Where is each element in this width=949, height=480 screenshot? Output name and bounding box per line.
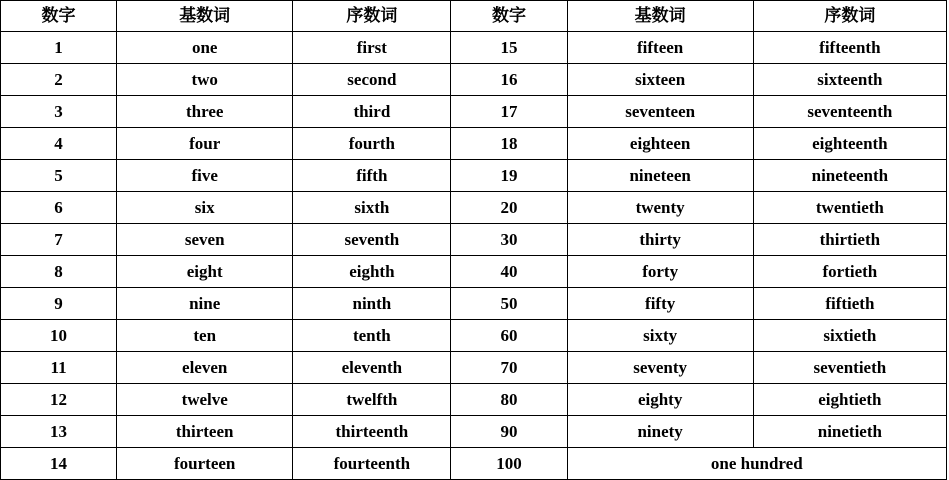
cell-number-1: 10 [1, 320, 117, 352]
table-header [1, 1, 947, 32]
cell-cardinal-2: twenty [567, 192, 753, 224]
cell-number-1: 8 [1, 256, 117, 288]
cell-cardinal-2: seventeen [567, 96, 753, 128]
cell-cardinal-1: ten [117, 320, 293, 352]
cell-number-1: 1 [1, 32, 117, 64]
cell-number-2: 20 [451, 192, 567, 224]
table-row [1, 384, 947, 416]
cell-ordinal-1: fourth [293, 128, 451, 160]
cell-ordinal-2: fortieth [753, 256, 946, 288]
table-row [1, 64, 947, 96]
cell-number-2: 18 [451, 128, 567, 160]
table-row [1, 96, 947, 128]
cell-cardinal-2: forty [567, 256, 753, 288]
cell-ordinal-1: eleventh [293, 352, 451, 384]
cell-cardinal-2: eighteen [567, 128, 753, 160]
table-row [1, 448, 947, 480]
cell-ordinal-1: ninth [293, 288, 451, 320]
cell-ordinal-1: tenth [293, 320, 451, 352]
cell-ordinal-1: sixth [293, 192, 451, 224]
cell-ordinal-2: sixtieth [753, 320, 946, 352]
column-header-ordinal-1: 序数词 [293, 1, 451, 32]
cell-ordinal-2: twentieth [753, 192, 946, 224]
cell-ordinal-2: fifteenth [753, 32, 946, 64]
cell-cardinal-1: seven [117, 224, 293, 256]
cell-number-2: 80 [451, 384, 567, 416]
cell-cardinal-2: thirty [567, 224, 753, 256]
cell-cardinal-1: six [117, 192, 293, 224]
table-row [1, 224, 947, 256]
table-header-row [1, 1, 947, 32]
table-row [1, 32, 947, 64]
cell-number-2: 16 [451, 64, 567, 96]
cell-ordinal-1: thirteenth [293, 416, 451, 448]
table-row [1, 160, 947, 192]
cell-number-2: 70 [451, 352, 567, 384]
table-row [1, 288, 947, 320]
column-header-cardinal-1: 基数词 [117, 1, 293, 32]
cell-cardinal-1: thirteen [117, 416, 293, 448]
cell-number-1: 4 [1, 128, 117, 160]
column-header-number-2: 数字 [451, 1, 567, 32]
cell-cardinal-1: twelve [117, 384, 293, 416]
cell-cardinal-2: sixty [567, 320, 753, 352]
cell-ordinal-2: nineteenth [753, 160, 946, 192]
cell-number-2: 90 [451, 416, 567, 448]
cell-ordinal-1: seventh [293, 224, 451, 256]
cell-ordinal-1: twelfth [293, 384, 451, 416]
cell-ordinal-1: second [293, 64, 451, 96]
cell-cardinal-2: one hundred [567, 448, 946, 480]
cell-number-2: 50 [451, 288, 567, 320]
cell-number-1: 11 [1, 352, 117, 384]
cell-number-1: 13 [1, 416, 117, 448]
table-row [1, 320, 947, 352]
table-row [1, 352, 947, 384]
cell-cardinal-2: eighty [567, 384, 753, 416]
cell-cardinal-1: eight [117, 256, 293, 288]
cell-ordinal-2: ninetieth [753, 416, 946, 448]
cell-cardinal-2: fifty [567, 288, 753, 320]
cell-ordinal-1: third [293, 96, 451, 128]
cell-ordinal-2: eighteenth [753, 128, 946, 160]
cell-number-2: 19 [451, 160, 567, 192]
cell-number-1: 7 [1, 224, 117, 256]
cell-cardinal-2: fifteen [567, 32, 753, 64]
cell-ordinal-2: sixteenth [753, 64, 946, 96]
cell-number-2: 17 [451, 96, 567, 128]
table-row [1, 416, 947, 448]
cell-cardinal-1: eleven [117, 352, 293, 384]
cell-number-1: 2 [1, 64, 117, 96]
cell-number-2: 60 [451, 320, 567, 352]
cell-number-2: 40 [451, 256, 567, 288]
column-header-number-1: 数字 [1, 1, 117, 32]
cell-number-2: 15 [451, 32, 567, 64]
cell-cardinal-1: nine [117, 288, 293, 320]
cell-number-1: 9 [1, 288, 117, 320]
cell-ordinal-2: fiftieth [753, 288, 946, 320]
cell-ordinal-2: seventeenth [753, 96, 946, 128]
table-row [1, 256, 947, 288]
table-row [1, 192, 947, 224]
cell-cardinal-1: fourteen [117, 448, 293, 480]
cell-cardinal-2: sixteen [567, 64, 753, 96]
cell-ordinal-1: first [293, 32, 451, 64]
cell-number-1: 14 [1, 448, 117, 480]
cell-ordinal-1: fifth [293, 160, 451, 192]
cell-cardinal-1: four [117, 128, 293, 160]
cell-cardinal-2: ninety [567, 416, 753, 448]
cell-cardinal-1: three [117, 96, 293, 128]
cell-ordinal-1: eighth [293, 256, 451, 288]
cell-ordinal-2: thirtieth [753, 224, 946, 256]
cell-number-1: 5 [1, 160, 117, 192]
cell-number-2: 100 [451, 448, 567, 480]
cell-number-1: 6 [1, 192, 117, 224]
table-body [1, 32, 947, 480]
column-header-ordinal-2: 序数词 [753, 1, 946, 32]
table-row [1, 128, 947, 160]
cell-cardinal-1: two [117, 64, 293, 96]
cell-number-1: 3 [1, 96, 117, 128]
cell-cardinal-2: seventy [567, 352, 753, 384]
cell-number-1: 12 [1, 384, 117, 416]
column-header-cardinal-2: 基数词 [567, 1, 753, 32]
cell-ordinal-1: fourteenth [293, 448, 451, 480]
cell-number-2: 30 [451, 224, 567, 256]
cell-ordinal-2: seventieth [753, 352, 946, 384]
cell-cardinal-1: one [117, 32, 293, 64]
cell-cardinal-1: five [117, 160, 293, 192]
cell-ordinal-2: eightieth [753, 384, 946, 416]
cell-cardinal-2: nineteen [567, 160, 753, 192]
